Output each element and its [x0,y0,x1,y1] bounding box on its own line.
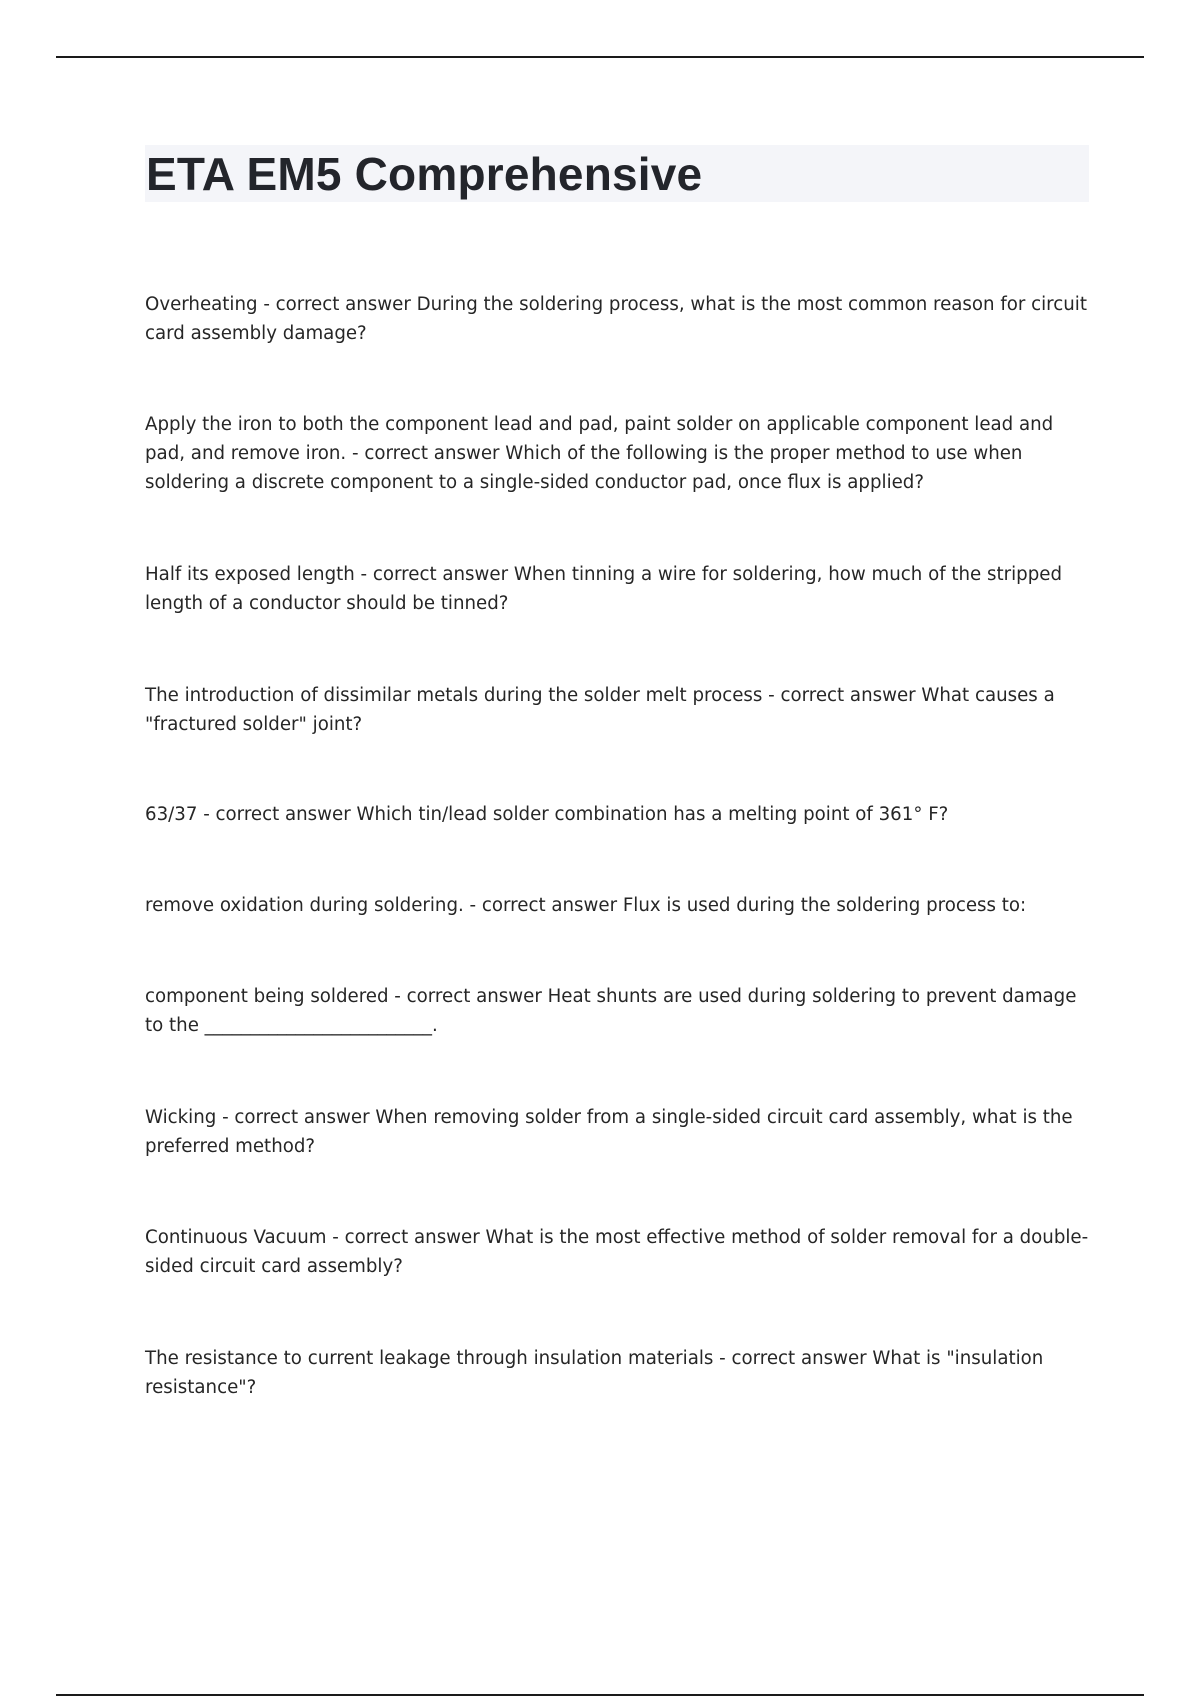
qa-item-2: Apply the iron to both the component lead and pad, paint solder on applicable component lead and pad, and remove iron. - correct answer Which of the following is the proper method to use when soldering a discrete component to a single-sided conductor pad, once flux is applied? [145,414,1054,493]
qa-item-6: remove oxidation during soldering. - correct answer Flux is used during the soldering process to: [145,895,1027,916]
top-rule [56,56,1144,58]
qa-item-3: Half its exposed length - correct answer When tinning a wire for soldering, how much of the stripped length of a conductor should be tinned? [145,564,1062,614]
qa-item-1: Overheating - correct answer During the soldering process, what is the most common reason for circuit card assembly damage? [145,294,1087,344]
qa-item-9: Continuous Vacuum - correct answer What is the most effective method of solder removal for a double-sided circuit card assembly? [145,1227,1089,1277]
qa-item-8: Wicking - correct answer When removing solder from a single-sided circuit card assembly, what is the preferred method? [145,1107,1073,1157]
qa-item-10: The resistance to current leakage through insulation materials - correct answer What is "insulation resistance"? [145,1348,1044,1398]
qa-item-7: component being soldered - correct answer Heat shunts are used during soldering to prevent damage to the _________________________. [145,986,1077,1036]
qa-item-5: 63/37 - correct answer Which tin/lead solder combination has a melting point of 361° F? [145,804,949,825]
bottom-rule [56,1694,1144,1696]
qa-item-4: The introduction of dissimilar metals during the solder melt process - correct answer What causes a "fractured solder" joint? [145,685,1055,735]
page-title: ETA EM5 Comprehensive [146,148,703,200]
